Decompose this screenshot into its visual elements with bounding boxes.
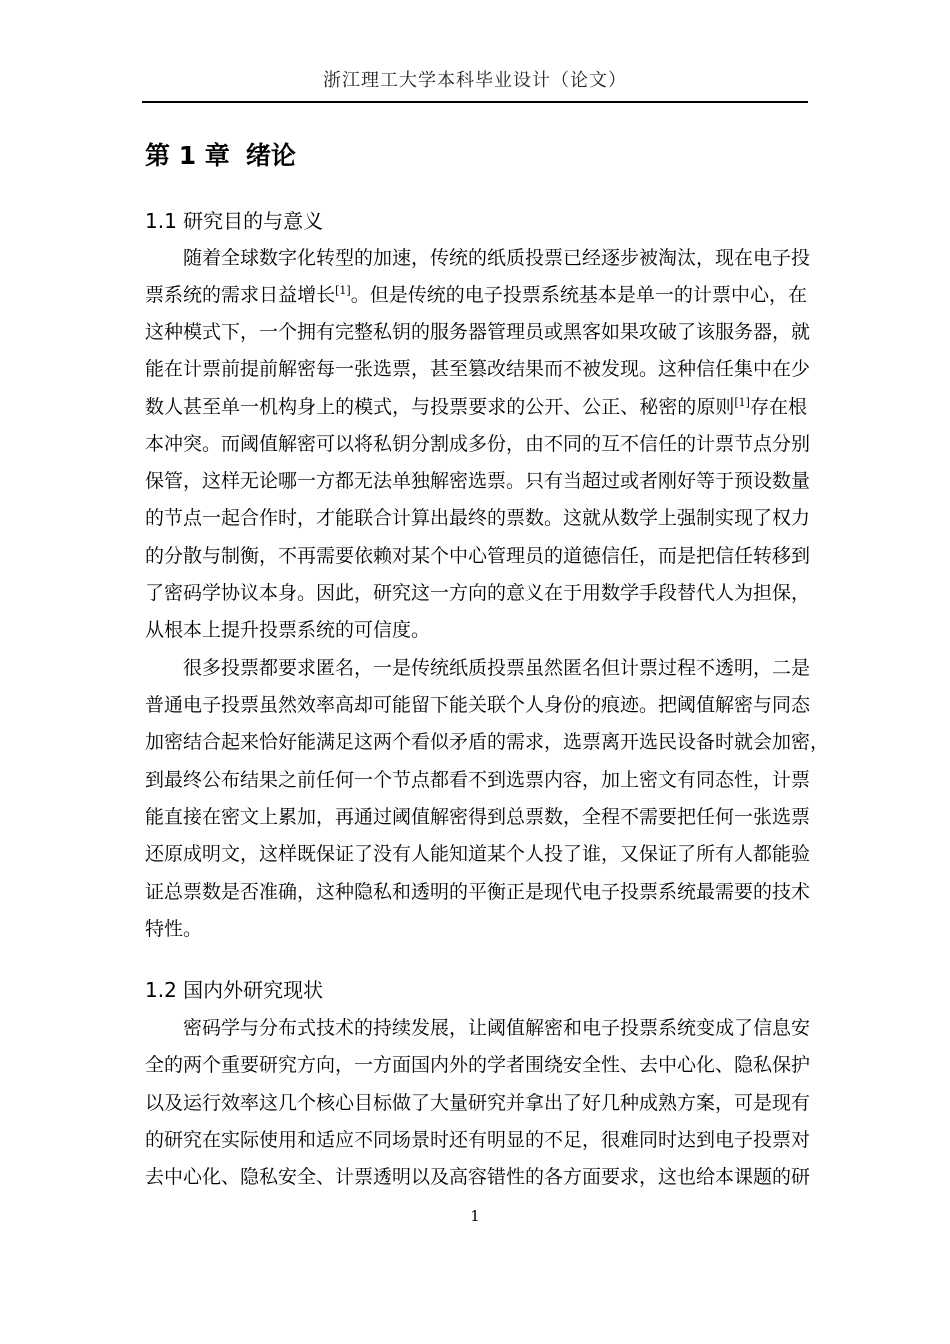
paragraph-line: 随着全球数字化转型的加速，传统的纸质投票已经逐步被淘汰，现在电子投 (183, 247, 811, 269)
chapter-name: 绪论 (245, 141, 296, 170)
paragraph-line: 去中心化、隐私安全、计票透明以及高容错性的各方面要求，这也给本课题的研 (145, 1166, 811, 1188)
paragraph-line: 了密码学协议本身。因此，研究这一方向的意义在于用数学手段替代人为担保， (145, 582, 811, 604)
paragraph-line: 还原成明文，这样既保证了没有人能知道某个人投了谁，又保证了所有人都能验 (145, 843, 811, 865)
paragraph-line: 票系统的需求日益增长[1]。但是传统的电子投票系统基本是单一的计票中心，在 (145, 284, 807, 306)
chapter-title (145, 136, 296, 172)
paragraph-line: 的研究在实际使用和适应不同场景时还有明显的不足，很难同时达到电子投票对 (145, 1129, 811, 1151)
paragraph-line: 全的两个重要研究方向，一方面国内外的学者围绕安全性、去中心化、隐私保护 (145, 1054, 811, 1076)
header-rule (142, 101, 808, 103)
paragraph-line: 以及运行效率这几个核心目标做了大量研究并拿出了好几种成熟方案，可是现有 (145, 1092, 811, 1114)
chapter-number: 第 1 章 (145, 141, 230, 170)
paragraph-line: 能在计票前提前解密每一张选票，甚至篡改结果而不被发现。这种信任集中在少 (145, 358, 811, 380)
paragraph-line: 从根本上提升投票系统的可信度。 (145, 619, 431, 641)
paragraph-line: 的节点一起合作时，才能联合计算出最终的票数。这就从数学上强制实现了权力 (145, 507, 811, 529)
paragraph-line: 密码学与分布式技术的持续发展，让阈值解密和电子投票系统变成了信息安 (183, 1017, 811, 1039)
paragraph-line: 数人甚至单一机构身上的模式，与投票要求的公开、公正、秘密的原则[1]存在根 (145, 396, 807, 418)
citation-ref: [1] (734, 396, 750, 409)
paragraph-line: 本冲突。而阈值解密可以将私钥分割成多份，由不同的互不信任的计票节点分别 (145, 433, 811, 455)
paragraph-line: 特性。 (145, 918, 203, 940)
paragraph-line: 能直接在密文上累加，再通过阈值解密得到总票数，全程不需要把任何一张选票 (145, 806, 811, 828)
section-title-1-1: 1.1 研究目的与意义 (145, 209, 324, 233)
paragraph-line: 保管，这样无论哪一方都无法单独解密选票。只有当超过或者刚好等于预设数量 (145, 470, 811, 492)
paragraph-line: 到最终公布结果之前任何一个节点都看不到选票内容，加上密文有同态性，计票 (145, 769, 811, 791)
paragraph-line: 很多投票都要求匿名，一是传统纸质投票虽然匿名但计票过程不透明，二是 (183, 657, 811, 679)
paragraph-line: 的分散与制衡，不再需要依赖对某个中心管理员的道德信任，而是把信任转移到 (145, 545, 811, 567)
paragraph-line: 普通电子投票虽然效率高却可能留下能关联个人身份的痕迹。把阈值解密与同态 (145, 694, 811, 716)
section-title-1-2: 1.2 国内外研究现状 (145, 978, 324, 1002)
paragraph-line: 加密结合起来恰好能满足这两个看似矛盾的需求，选票离开选民设备时就会加密， (145, 731, 830, 753)
paragraph-line: 这种模式下，一个拥有完整私钥的服务器管理员或黑客如果攻破了该服务器，就 (145, 321, 811, 343)
header-title: 浙江理工大学本科毕业设计（论文） (323, 70, 627, 91)
page-number: 1 (470, 1207, 480, 1225)
citation-ref: [1] (335, 284, 351, 297)
paragraph-line: 证总票数是否准确，这种隐私和透明的平衡正是现代电子投票系统最需要的技术 (145, 881, 811, 903)
